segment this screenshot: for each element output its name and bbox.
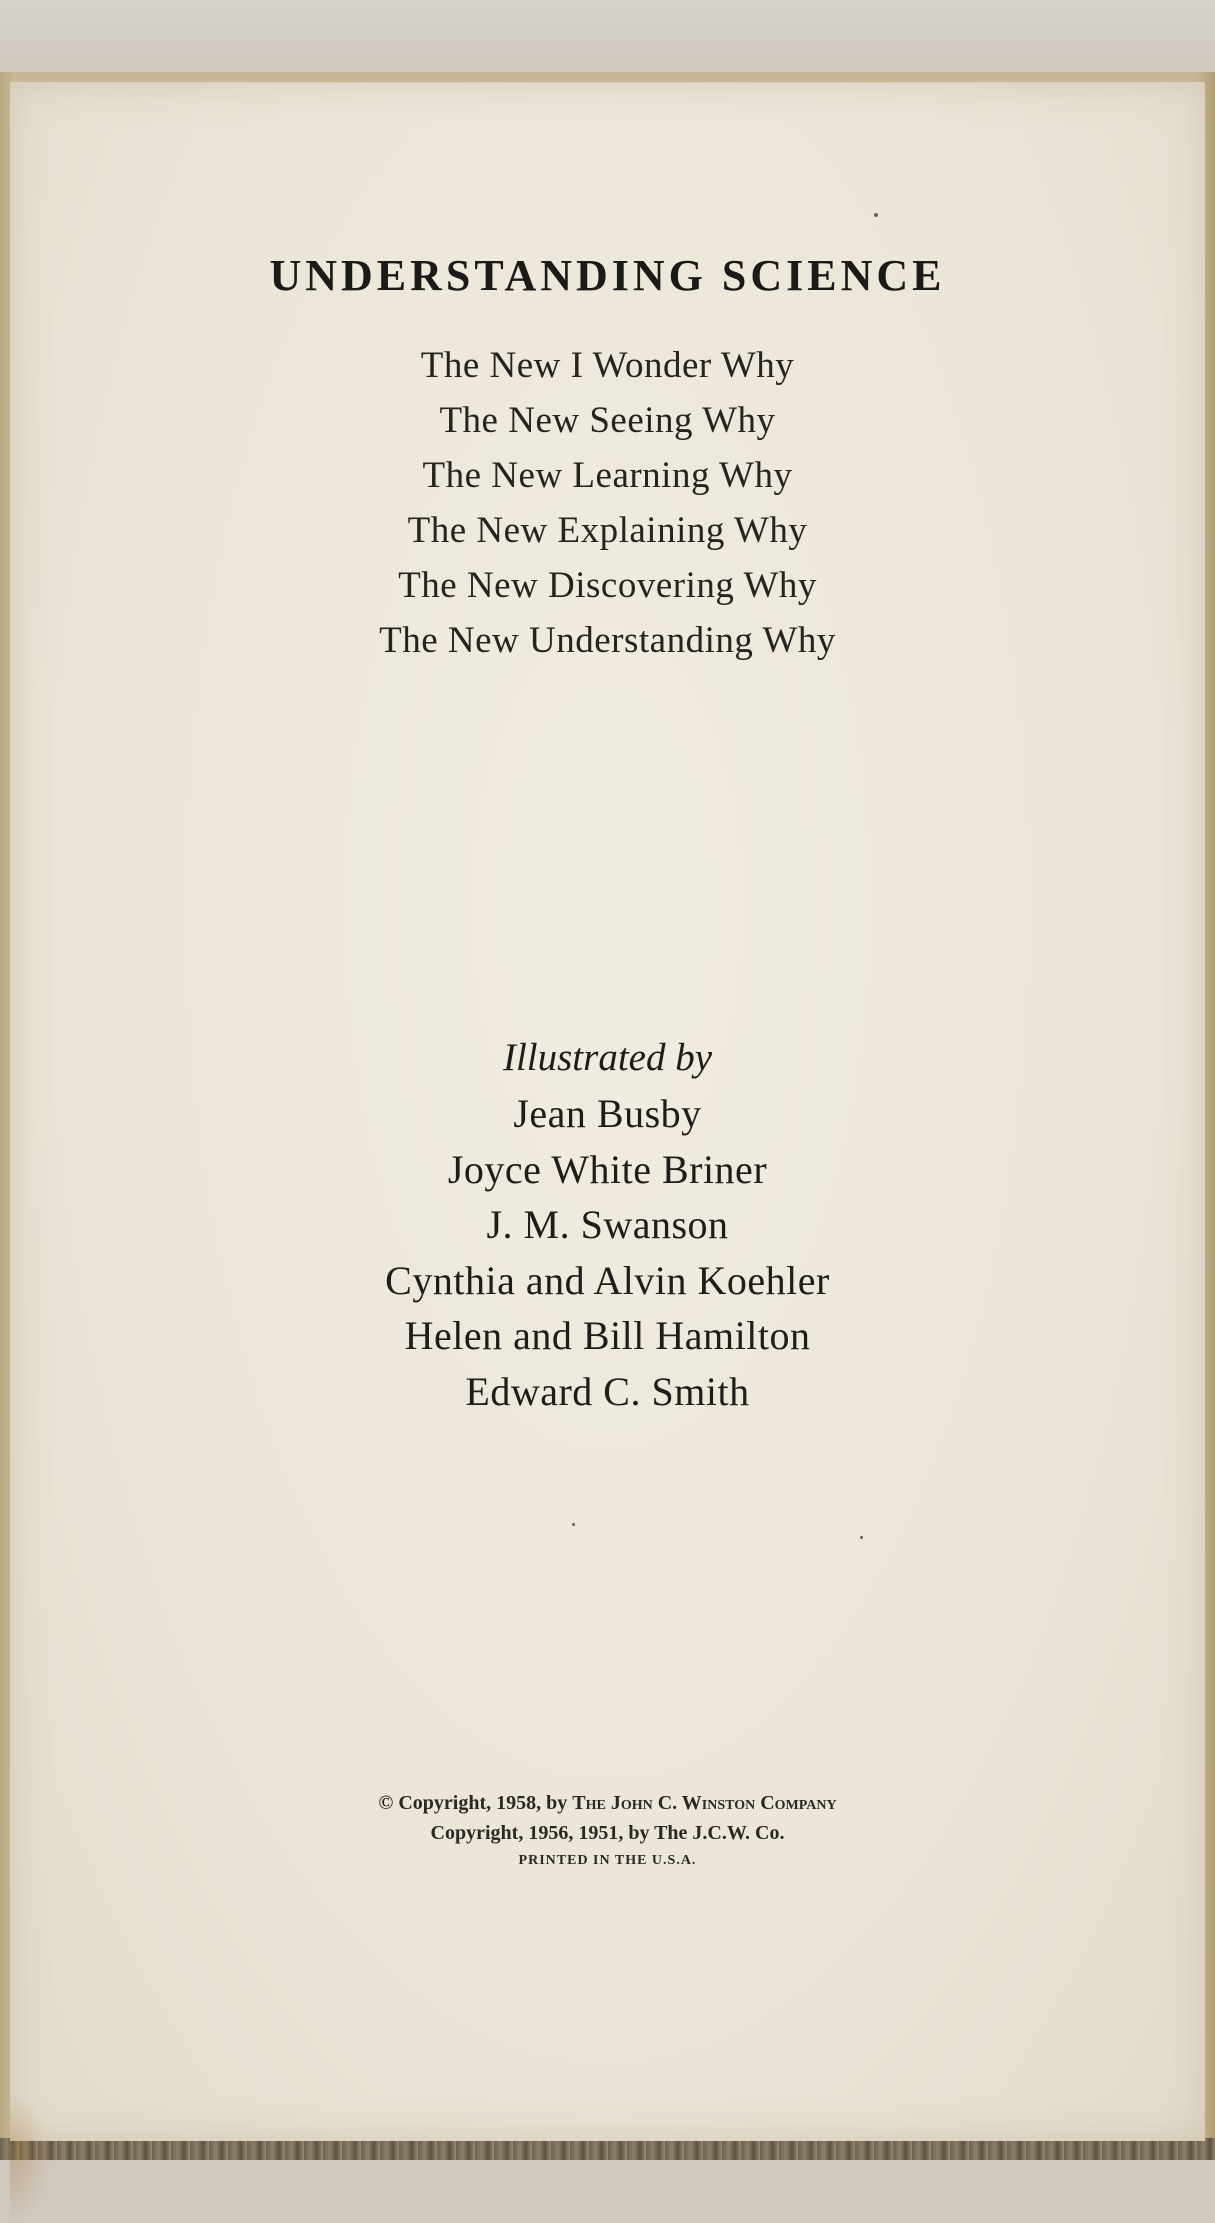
illustrator-list [0, 1086, 1215, 1419]
series-book-list [0, 338, 1215, 668]
illustrator-name: J. M. Swanson [486, 1202, 729, 1247]
illustrator-name: Joyce White Briner [447, 1146, 768, 1192]
copyright-prefix: © Copyright, 1958, by [378, 1792, 573, 1814]
page-speck [860, 1536, 863, 1539]
illustrated-by-heading: Illustrated by [502, 1036, 713, 1079]
book-title: The New Discovering Why [398, 565, 817, 606]
printed-in-usa: PRINTED IN THE U.S.A. [518, 1853, 697, 1868]
illustrator-name: Helen and Bill Hamilton [404, 1313, 811, 1358]
book-title: The New Understanding Why [379, 620, 836, 661]
series-title: UNDERSTANDING SCIENCE [269, 251, 946, 300]
illustrator-name: Jean Busby [513, 1091, 702, 1136]
illustrator-name: Cynthia and Alvin Koehler [385, 1257, 830, 1303]
page-speck [572, 1523, 575, 1526]
page-speck [874, 213, 878, 217]
book-title: The New Seeing Why [439, 400, 776, 441]
illustrators-section [0, 1030, 1215, 1419]
copyright-line-2: Copyright, 1956, 1951, by The J.C.W. Co. [430, 1822, 785, 1844]
publisher-name: The John C. Winston Company [572, 1792, 837, 1814]
page-stain [10, 2093, 50, 2223]
copyright-line-1 [0, 1788, 1215, 1818]
illustrator-name: Edward C. Smith [465, 1368, 750, 1414]
book-title: The New Explaining Why [407, 510, 808, 551]
copyright-notice [0, 1788, 1215, 1874]
book-title: The New Learning Why [422, 455, 793, 496]
book-cover-bottom-edge [0, 2138, 1215, 2160]
book-title: The New I Wonder Why [420, 345, 795, 386]
